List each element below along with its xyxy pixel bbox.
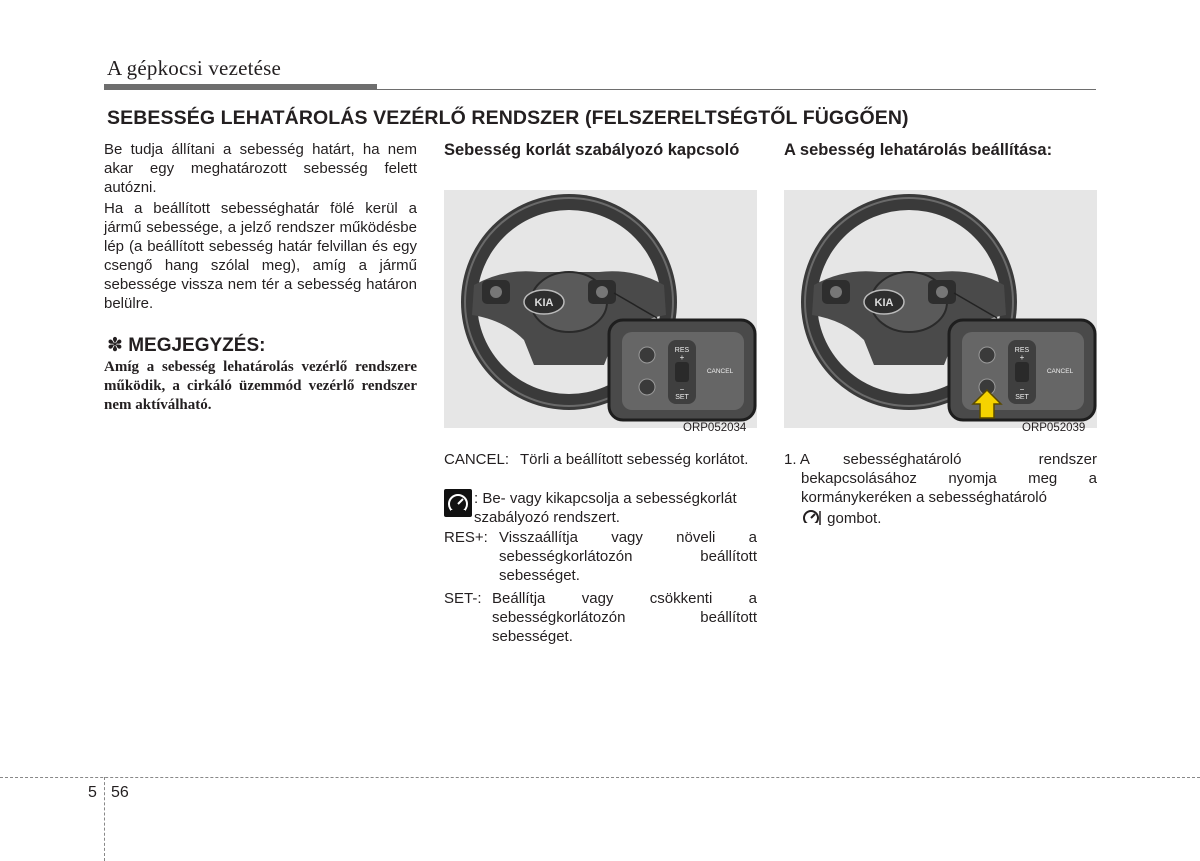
header-rule-thin (104, 89, 1096, 90)
plus-label: + (679, 353, 685, 362)
step-text: sebességhatároló rendszer bekapcsolásához nyomja meg a kormánykeréken a sebességhatároló (801, 451, 1097, 506)
definition-term: SET-: (444, 590, 482, 607)
step-text-tail: gombot. (827, 510, 882, 527)
definition-desc: Beállítja vagy csökkenti a sebességkorlátozón beállított sebességet. (492, 590, 757, 645)
setting-section-title: A sebesség lehatárolás beállítása: (784, 141, 1053, 159)
definition-term: CANCEL: (444, 451, 510, 468)
steering-wheel-illustration (444, 190, 757, 428)
note-title: ✽ MEGJEGYZÉS: (107, 335, 266, 356)
steering-wheel-figure-setting (784, 190, 1097, 428)
page-number: 56 (111, 784, 129, 801)
intro-paragraph-2: Ha a beállított sebességhatár fölé kerül a jármű sebessége, a jelző rendszer működésbe lép (a beállított sebesség határ felvillan és egy csengő hang szólal meg), amíg a jármű sebessége vissza nem tér a sebesség határon belülre. (104, 200, 417, 312)
set-label: SET (1015, 394, 1029, 401)
footer-vertical-rule (104, 777, 105, 861)
figure-code-switch: ORP052034 (683, 422, 747, 434)
step-number: 1. A (784, 451, 810, 468)
res-label: RES (1014, 347, 1030, 354)
plus-label: + (1019, 353, 1025, 362)
definition-desc: Törli a beállított sebesség korlátot. (520, 451, 749, 468)
definition-desc: : Be- vagy kikapcsolja a sebességkorlát szabályozó rendszert. (474, 490, 737, 526)
cancel-label: CANCEL (1046, 368, 1074, 375)
res-label: RES (674, 347, 690, 354)
minus-label: − (1019, 385, 1025, 394)
steering-wheel-figure-switch (444, 190, 757, 428)
figure-code-setting: ORP052039 (1022, 422, 1086, 434)
intro-paragraph-1: Be tudja állítani a sebesség határt, ha nem akar egy meghatározott sebesség felett autózni. (104, 141, 417, 196)
footer-rule (0, 777, 1200, 778)
kia-logo: KIA (534, 297, 554, 309)
section-title: SEBESSÉG LEHATÁROLÁS VEZÉRLŐ RENDSZER (FELSZERELTSÉGTŐL FÜGGŐEN) (107, 107, 909, 129)
speed-limiter-icon (801, 507, 823, 527)
definition-desc: Visszaállítja vagy növeli a sebességkorlátozón beállított sebességet. (499, 529, 757, 584)
switch-section-title: Sebesség korlát szabályozó kapcsoló (444, 141, 740, 159)
speed-limiter-icon (444, 489, 472, 517)
chapter-number: 5 (88, 784, 97, 801)
steering-wheel-illustration (784, 190, 1097, 428)
set-label: SET (675, 394, 689, 401)
kia-logo: KIA (874, 297, 894, 309)
note-text: Amíg a sebesség lehatárolás vezérlő rendszere működik, a cirkáló üzemmód vezérlő rendszer nem aktíválható. (104, 359, 417, 413)
step-text-end (801, 507, 881, 528)
cancel-label: CANCEL (706, 368, 734, 375)
definition-term: RES+: (444, 529, 488, 546)
minus-label: − (679, 385, 685, 394)
chapter-title: A gépkocsi vezetése (107, 56, 282, 80)
